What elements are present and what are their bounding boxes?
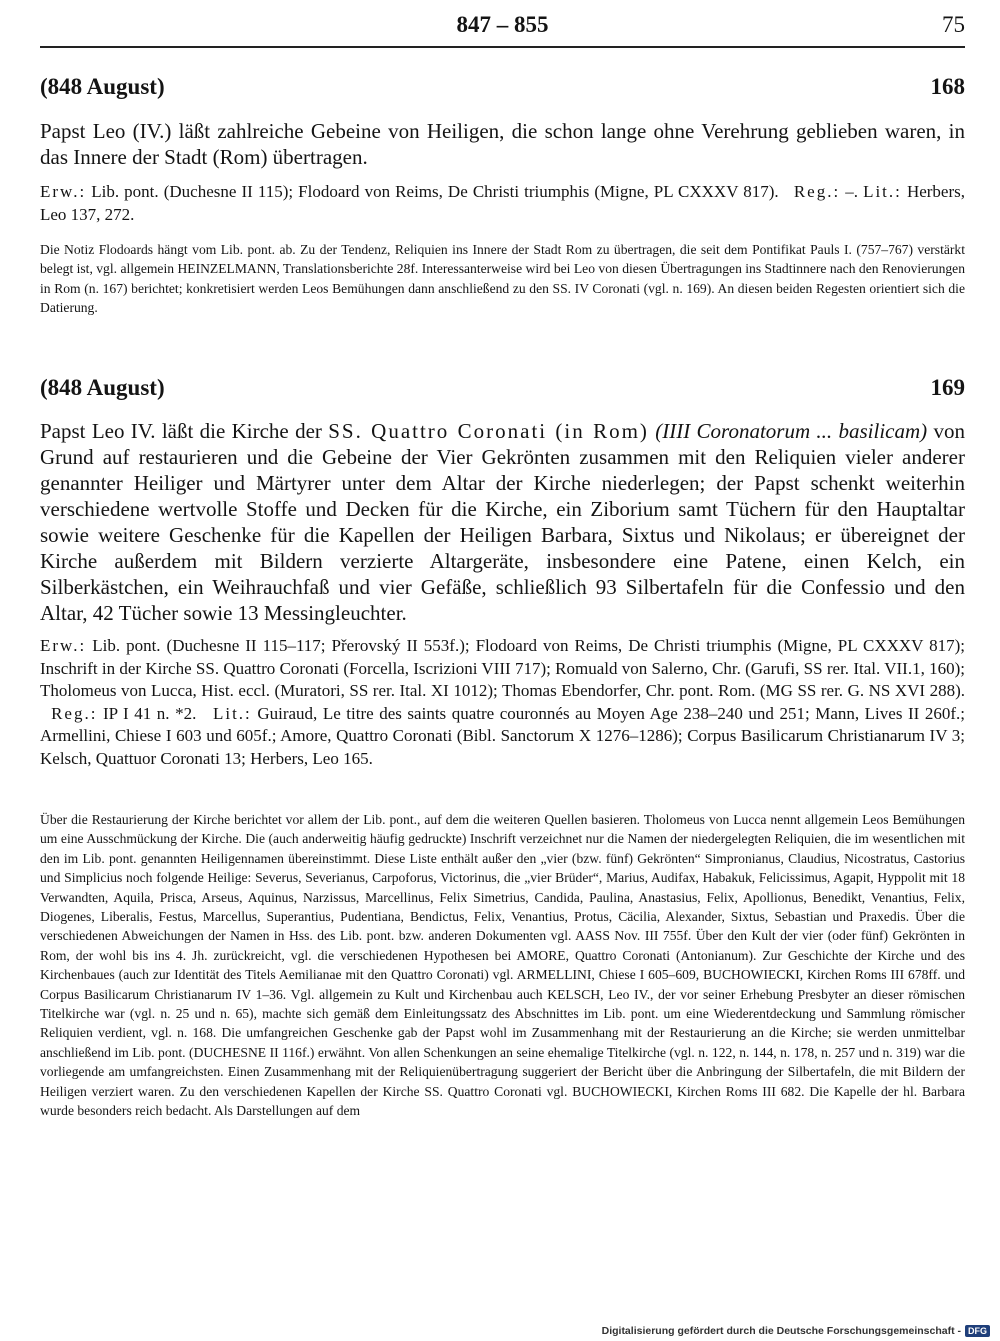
entry-number: 168 xyxy=(930,74,965,99)
entry-168-summary: Papst Leo (IV.) läßt zahlreiche Gebeine von Heiligen, die schon lange ohne Verehrung geblieben waren, in das Innere der Stadt (Rom) übertragen. xyxy=(40,119,965,169)
summary-latin: (IIII Coronatorum ... basilicam) xyxy=(655,419,928,443)
entry-number: 169 xyxy=(930,375,965,400)
erw-label: Erw.: xyxy=(40,182,87,201)
page-range: 847 – 855 xyxy=(456,12,549,37)
entry-168-commentary: Die Notiz Flodoards hängt vom Lib. pont. ab. Zu der Tendenz, Reliquien ins Innere der Stadt Rom zu übertragen, die seit dem Pontifikat Pauls I. (757–767) verstärkt belegt ist, vgl. allgemein HEINZELMANN, Translationsberichte 28f. Interessanterweise wird bei Leo von diesen Übertragungen ins Stadtinnere nach den Renovierungen in Rom (n. 167) berichtet; konkretisiert werden Leos Bemühungen dann anschließend zu den SS. IV Coronati (vgl. n. 169). An diesen beiden Regesten orientiert sich die Datierung. xyxy=(40,242,965,316)
entry-169-references xyxy=(40,635,965,770)
entry-168-references xyxy=(40,181,965,226)
footer-text: Digitalisierung gefördert durch die Deutsche Forschungsgemeinschaft - xyxy=(601,1325,961,1337)
entry-date: (848 August) xyxy=(40,375,165,400)
entry-date: (848 August) xyxy=(40,74,165,99)
lit-text: Guiraud, Le titre des saints quatre couronnés au Moyen Age 238–240 und 251; Mann, Lives II 260f.; Armellini, Chiese I 603 und 605f.; Amore, Quattro Coronati (Bibl. Sanctorum X 1276–1286); Corpus Basilicarum Christianarum IV 3; Kelsch, Quattuor Coronati 13; Herbers, Leo 165. xyxy=(40,703,965,768)
entry-169-summary xyxy=(40,418,965,626)
summary-part-a: Papst Leo IV. läßt die Kirche der xyxy=(40,419,322,443)
lit-text: Herbers, Leo 137, 272. xyxy=(40,182,965,224)
summary-part-b: von Grund auf restaurieren und die Gebeine der Vier Gekrönten zusammen mit den Reliquien vieler anderer genannter Heiliger und Märtyrer unter dem Altar der Kirche niederlegen; der Papst schenkt weiterhin verschiedene wertvolle Stoffe und Decken für die Kirche, ein Ziborium samt Tüchern für den Hauptaltar sowie weitere Geschenke für die Kapellen der Heiligen Barbara, Sixtus und Nikolaus; er übereignet der Kirche außerdem mit Bildern verzierte Altargeräte, insbesondere eine Patene, einen Kelch, ein Silberkästchen, ein Weihrauchfaß und vier Gefäße, schließlich 93 Silbertafeln für die Confessio und den Altar, 42 Tücher sowie 13 Messingleuchter. xyxy=(40,419,965,625)
page-number: 75 xyxy=(942,12,965,37)
running-head xyxy=(40,8,965,48)
summary-church: SS. Quattro Coronati (in Rom) xyxy=(328,419,649,443)
reg-text: IP I 41 n. *2. xyxy=(103,703,197,723)
reg-label: Reg.: xyxy=(793,182,841,201)
entry-169-commentary: Über die Restaurierung der Kirche berichtet vor allem der Lib. pont., auf dem die weiteren Quellen basieren. Tholomeus von Lucca nennt allgemein Leos Bemühungen um eine Ausschmückung der Kirche. Die (auch anderweitig häufig gedruckte) Inschrift verzeichnet nur die Namen der niedergelegten Reliquien, die im wesentlichen mit den im Lib. pont. genannten Heiligennamen übereinstimmt. Diese Liste enthält außer den „vier (bzw. fünf) Gekrönten“ Simpronianus, Claudius, Nicostratus, Castorius und Simplicius noch folgende Heilige: Severus, Severianus, Carpoforus, Victorinus, die „vier Brüder“, Marius, Audifax, Habakuk, Felicissimus, Agapit, Hyppolit mit 18 Verwandten, Aquila, Prisca, Arseus, Aquinus, Narzissus, Marcellinus, Felix Simetrius, Candida, Paulina, Anastasius, Felix, Apollionus, Benedikt, Venantius, Felix, Diogenes, Liberalis, Festus, Marcellus, Superantius, Pudentiana, Bendictus, Felix, Venantius, Protus, Cäcilia, Alexander, Sixtus, Sebastian und Praxedis. Über die verschiedenen Abweichungen der Namen in Hss. des Lib. pont. bzw. anderen Dokumenten vgl. AASS Nov. III 755f. Über den Kult der vier (oder fünf) Gekrönten in Rom, der wohl bis ins 4. Jh. zurückreicht, vgl. die verschiedenen Hypothesen bei AMORE, Quattro Coronati (Antonianum). Zur Geschichte der Kirche und des Kirchenbaues (auch zur Identität des Titels Aemilianae mit den Quattro Coronati) vgl. ARMELLINI, Chiese I 605–609, BUCHOWIECKI, Kirchen Roms III 678ff. und Corpus Basilicarum Christianarum IV 1–36. Vgl. allgemein zu Kult und Kirchenbau auch KELSCH, Leo IV., der vor seiner Erhebung Presbyter an dieser römischen Titelkirche war (vgl. n. 25 und n. 65), machte sich gemäß dem Einleitungssatz des Abschnittes im Lib. pont. um eine Wiederentdeckung und Sammlung römischer Reliquien verdient, vgl. n. 168. Die umfangreichen Geschenke gab der Papst wohl im Zusammenhang mit der Restaurierung an die Kirche; sie werden unmittelbar anschließend im Lib. pont. (DUCHESNE II 116f.) erwähnt. Von allen Schenkungen an seine ehemalige Titelkirche (vgl. n. 122, n. 144, n. 178, n. 257 und n. 319) war die vorliegende am umfangreichsten. Einen Zusammenhang mit der Reliquienübertragung suggeriert der Bericht über die Anbringung der Silbertafeln, die mit Bildern der Heiligen verziert waren. Zu den verschiedenen Kapellen der Kirche SS. Quattro Coronati vgl. BUCHOWIECKI, Kirchen Roms III 682. Die Kapelle der hl. Barbara wurde besonders reich bedacht. Als Darstellungen auf dem xyxy=(40,812,965,1119)
reg-text: –. xyxy=(845,182,858,201)
reg-label: Reg.: xyxy=(51,703,98,723)
lit-label: Lit.: xyxy=(863,182,902,201)
erw-text: Lib. pont. (Duchesne II 115–117; Přerovský II 553f.); Flodoard von Reims, De Christi triumphis (Migne, PL CXXXV 817); Inschrift in der Kirche SS. Quattro Coronati (Forcella, Iscrizioni VIII 717); Romuald von Salerno, Chr. (Garufi, SS rer. Ital. VII.1, 160); Tholomeus von Lucca, Hist. eccl. (Muratori, SS rer. Ital. XI 1012); Thomas Ebendorfer, Chr. pont. Rom. (MG SS rer. G. NS XVI 288). xyxy=(40,636,966,700)
lit-label: Lit.: xyxy=(212,703,252,723)
dfg-badge: DFG xyxy=(965,1325,990,1337)
footer xyxy=(602,1325,990,1337)
erw-text: Lib. pont. (Duchesne II 115); Flodoard von Reims, De Christi triumphis (Migne, PL CXXXV 817). xyxy=(91,182,779,201)
erw-label: Erw.: xyxy=(40,636,87,655)
